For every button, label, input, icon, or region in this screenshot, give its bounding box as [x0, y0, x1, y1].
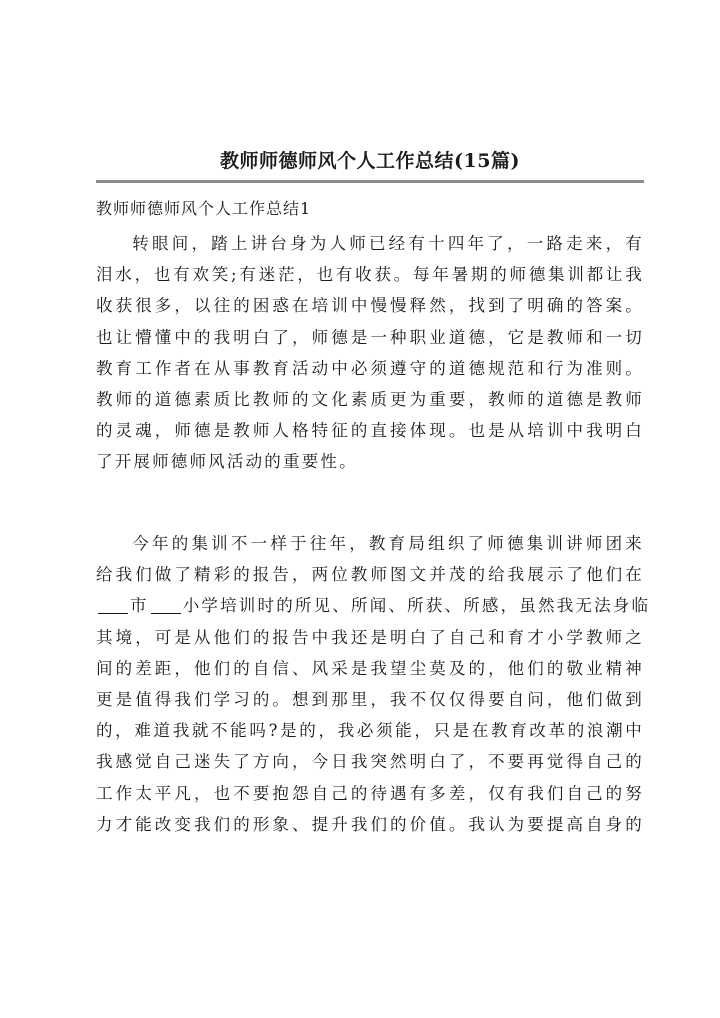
- paragraph-line-with-blanks: [96, 590, 651, 621]
- paragraph-line: 转眼间，踏上讲台身为人师已经有十四年了，一路走来，有: [132, 234, 644, 253]
- line-text: 小学培训时的所见、所闻、所获、所感，虽然我无法身临: [182, 596, 651, 616]
- title-divider: [96, 180, 644, 183]
- paragraph-line: 我感觉自己迷失了方向，今日我突然明白了，不要再觉得自己的: [96, 752, 644, 772]
- paragraph-line: 也让懵懂中的我明白了，师德是一种职业道德，它是教师和一切: [96, 327, 644, 347]
- paragraph-line: 的，难道我就不能吗?是的，我必须能，只是在教育改革的浪潮中: [96, 721, 644, 741]
- paragraph-line: 间的差距，他们的自信、风采是我望尘莫及的，他们的敬业精神: [96, 658, 644, 678]
- paragraph-line: 力才能改变我们的形象、提升我们的价值。我认为要提高自身的: [96, 814, 644, 834]
- section-subtitle: 教师师德师风个人工作总结1: [96, 199, 312, 218]
- paragraph-line: 教师的道德素质比教师的文化素质更为重要，教师的道德是教师: [96, 390, 644, 410]
- blank-suffix-text: 市: [130, 596, 149, 616]
- paragraph-line: 了开展师德师风活动的重要性。: [96, 452, 358, 472]
- paragraph-line: 其境，可是从他们的报告中我还是明白了自己和育才小学教师之: [96, 627, 644, 647]
- document-title: 教师师德师风个人工作总结(15篇): [220, 150, 520, 172]
- paragraph-line: 更是值得我们学习的。想到那里，我不仅仅得要自问，他们做到: [96, 690, 644, 710]
- paragraph-line: 教育工作者在从事教育活动中必须遵守的道德规范和行为准则。: [96, 358, 644, 378]
- paragraph-line: 给我们做了精彩的报告，两位教师图文并茂的给我展示了他们在: [96, 565, 644, 585]
- paragraph-line: 今年的集训不一样于往年，教育局组织了师德集训讲师团来: [132, 534, 644, 553]
- paragraph-line: 收获很多，以往的困惑在培训中慢慢释然，找到了明确的答案。: [96, 296, 644, 316]
- paragraph-2: [96, 528, 651, 840]
- paragraph-line: 泪水，也有欢笑;有迷茫，也有收获。每年暑期的师德集训都让我: [96, 265, 644, 285]
- paragraph-1: [96, 228, 644, 478]
- fill-in-blank: [151, 597, 181, 615]
- paragraph-line: 工作太平凡，也不要抱怨自己的待遇有多差，仅有我们自己的努: [96, 783, 644, 803]
- paragraph-line: 的灵魂，师德是教师人格特征的直接体现。也是从培训中我明白: [96, 421, 644, 441]
- fill-in-blank: [98, 597, 128, 615]
